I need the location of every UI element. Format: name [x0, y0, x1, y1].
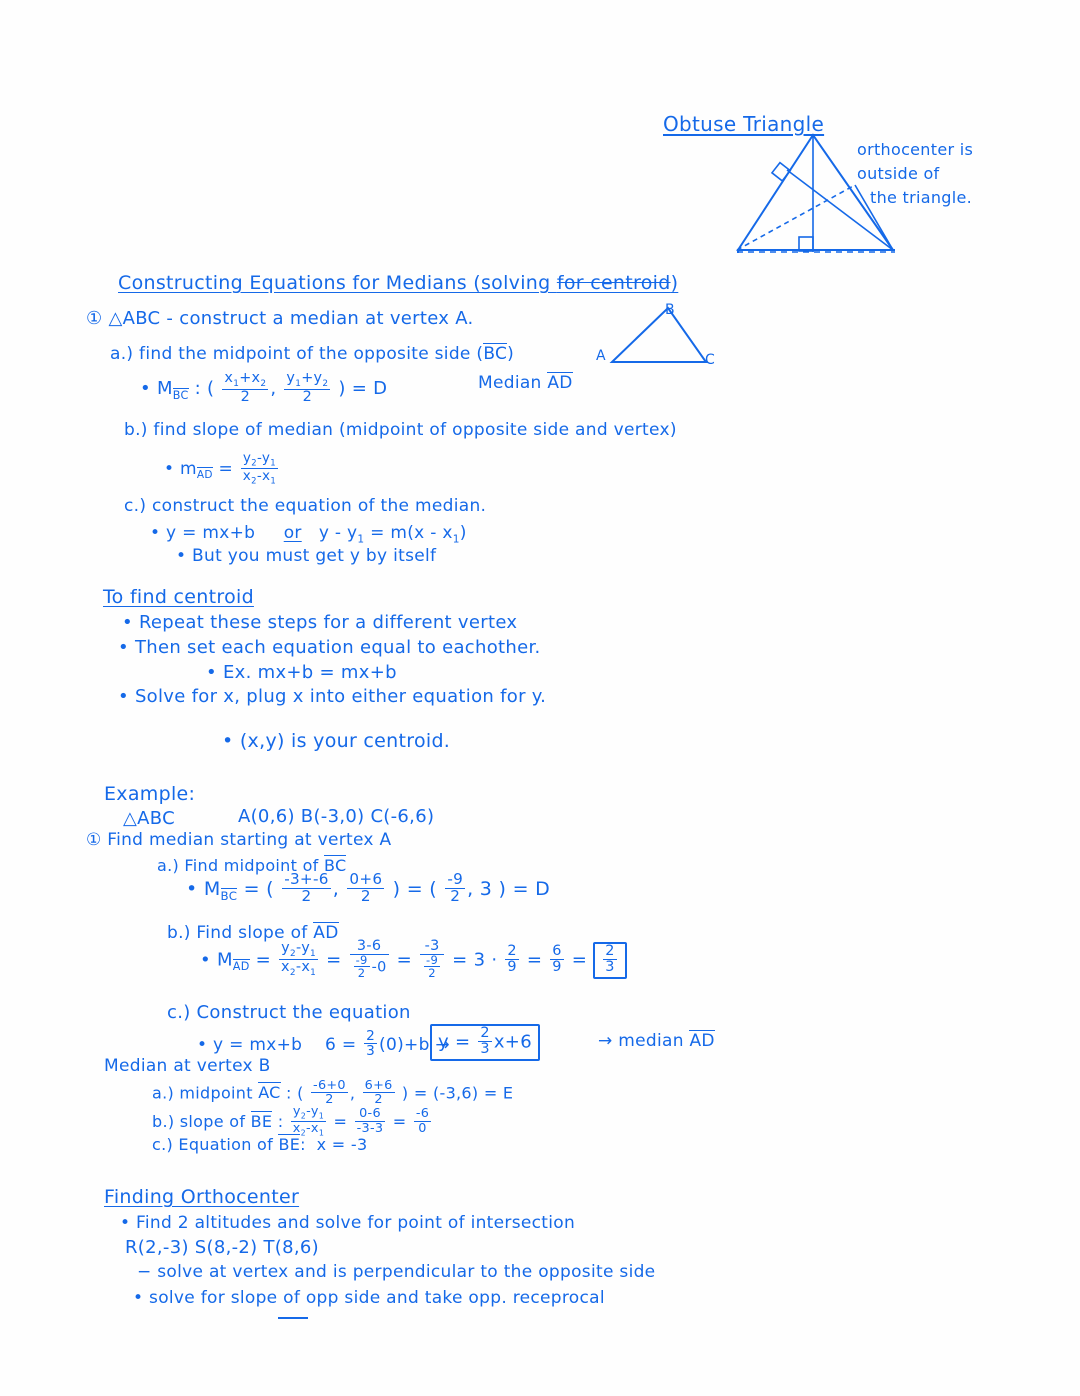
centroid-bullet-1: • Then set each equation equal to eachother.	[118, 637, 541, 658]
example-step1: ① Find median starting at vertex A	[86, 830, 392, 850]
example-step1c: c.) Construct the equation	[167, 1002, 411, 1023]
orthocenter-note-line3: the triangle.	[870, 188, 973, 207]
triangle-abc-figure	[600, 300, 720, 375]
orthocenter-dash1: − solve at vertex and is perpendicular to the opposite side	[137, 1262, 656, 1282]
median-b-c: c.) Equation of BE: x = -3	[152, 1135, 368, 1154]
item1a-formula: • $M_{BC}$ : ( $\frac{x_1+x_2}{2}$ , $\frac{y_1+y_2}{2}$ ) = D	[140, 370, 388, 406]
example-triangle: △ABC	[123, 808, 175, 829]
item1c-line: c.) construct the equation of the median.	[124, 496, 487, 516]
orthocenter-bullet2: • solve for slope of opp side and take opp. receprocal	[133, 1288, 605, 1308]
centroid-bullet-4: • (x,y) is your centroid.	[222, 730, 451, 752]
item1c-bullet1: • y = mx+b or $y - y_1 = m(x - x_1)$	[150, 523, 467, 546]
orthocenter-bullet1: • Find 2 altitudes and solve for point of intersection	[120, 1213, 576, 1233]
example-step1a: a.) Find midpoint of BC	[157, 856, 347, 875]
item1b-formula: • $m_{AD}$ = $\frac{y_2-y_1}{x_2-x_1}$	[164, 450, 277, 486]
example-heading: Example:	[104, 783, 196, 805]
median-b-a: a.) midpoint AC : ( $\frac{-6+0}{2}$ , $\frac{6+6}{2}$ ) = (-3,6) = E	[152, 1078, 514, 1108]
medians-heading-strike: for centroid	[556, 272, 671, 294]
item1b-line: b.) find slope of median (midpoint of opposite side and vertex)	[124, 420, 677, 440]
example-step1c-work: • y = mx+b 6 = $\frac{2}{3}$ (0)+b →	[197, 1028, 450, 1060]
median-ad-label: Median AD	[478, 373, 573, 393]
item1c-bullet2: • But you must get y by itself	[176, 546, 437, 566]
median-b-b: b.) slope of BE : $\frac{y_2-y_1}{x_2-x_1}$ = $\frac{0-6}{-3-3}$ = $\frac{-6}{0}$	[152, 1104, 430, 1138]
obtuse-triangle-heading: Obtuse Triangle	[663, 112, 825, 136]
orthocenter-heading: Finding Orthocenter	[104, 1186, 300, 1208]
centroid-bullet-2: • Ex. mx+b = mx+b	[206, 662, 397, 683]
example-step1b: b.) Find slope of AD	[167, 923, 339, 943]
pen-stroke-mark	[276, 1314, 316, 1322]
triangle-label-a: A	[596, 348, 606, 364]
example-step1a-work: • $M_{BC}$ = ( $\frac{-3+-6}{2}$ , $\frac{0+6}{2}$ ) = ( $\frac{-9}{2}$ , 3 ) = D	[186, 870, 551, 905]
triangle-label-c: C	[705, 352, 716, 368]
item1-line: ① △ABC - construct a median at vertex A.	[86, 308, 474, 329]
medians-heading: Constructing Equations for Medians (solving for centroid)	[118, 272, 679, 294]
medians-heading-text: Constructing Equations for Medians (solving	[118, 272, 557, 294]
centroid-bullet-0: • Repeat these steps for a different vertex	[122, 612, 518, 633]
centroid-bullet-3: • Solve for x, plug x into either equation for y.	[118, 686, 547, 707]
example-step1c-after: → median AD	[598, 1031, 715, 1051]
median-b-heading: Median at vertex B	[104, 1056, 271, 1076]
orthocenter-note-line2: outside of	[857, 164, 940, 183]
item1a-line: a.) find the midpoint of the opposite side (BC)	[110, 344, 515, 364]
triangle-label-b: B	[665, 302, 675, 318]
orthocenter-note-line1: orthocenter is	[857, 140, 974, 159]
example-points: A(0,6) B(-3,0) C(-6,6)	[238, 806, 435, 827]
example-step1b-work: • $M_{AD}$ = $\frac{y_2-y_1}{x_2-x_1}$ = 3-6 $\frac{-9}{2}$ -0 = $\frac{-3}{\frac{-9}{2}}$ = 3 · $\frac{2}{9}$ = $\frac{6}{9}$ = $\frac{2}{3}$	[200, 940, 627, 981]
orthocenter-points: R(2,-3) S(8,-2) T(8,6)	[125, 1237, 319, 1258]
centroid-heading: To find centroid	[103, 586, 254, 608]
example-boxed-equation: y = $\frac{2}{3}$ x+6	[430, 1024, 540, 1061]
